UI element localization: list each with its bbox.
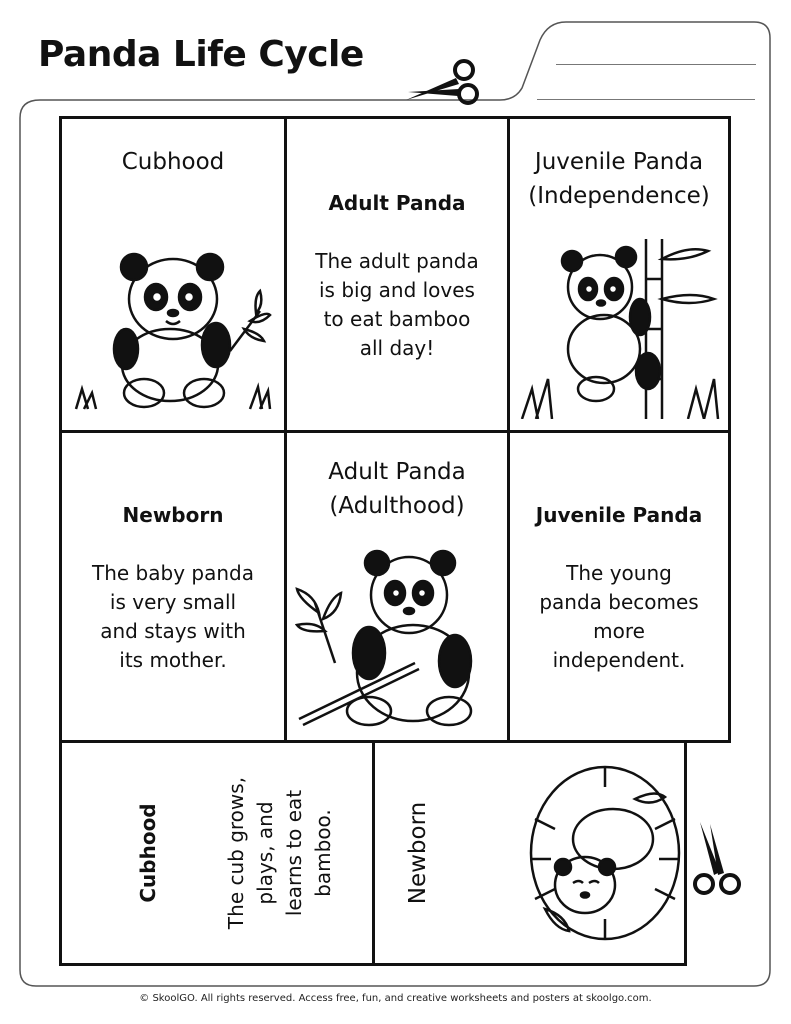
adult-panda-card-title: Adult Panda [328,191,466,215]
name-line-1 [556,64,756,65]
newborn-card-title: Newborn [122,503,224,527]
cell-adult-picture [287,433,507,740]
juvenile-card-title: Juvenile Panda [535,503,703,527]
copyright-footer: © SkoolGO. All rights reserved. Access free, fun, and creative worksheets and posters at skoolgo.com. [139,993,652,1004]
juvenile-heading: Juvenile Panda (Independence) [528,149,710,209]
cell-juvenile-picture [510,119,728,430]
card-juvenile-panda [510,433,728,740]
page-title: Panda Life Cycle [38,34,364,75]
scissors-icon [688,820,750,900]
newborn-panda-nest-illustration [525,759,685,947]
card-newborn [62,433,284,740]
newborn-card-text: The baby panda is very small and stays with its mother. [92,561,254,672]
juvenile-card-text: The young panda becomes more independent. [539,561,699,672]
cell-newborn-picture [375,743,684,963]
card-cubhood-rotated [62,743,372,963]
cubhood-rotated-title: Cubhood [136,803,160,903]
adult-heading: Adult Panda (Adulthood) [328,459,466,519]
panda-cub-bamboo-illustration [70,241,276,413]
card-adult-panda [287,119,507,430]
adult-panda-card-text: The adult panda is big and loves to eat bamboo all day! [315,249,479,360]
adult-panda-eating-illustration [295,543,501,733]
cubhood-heading: Cubhood [121,149,225,175]
cubhood-rotated-text: The cub grows, plays, and learns to eat bamboo. [224,776,335,930]
bottom-cut-out-row [59,740,687,966]
cut-out-grid [59,116,731,743]
scissors-icon [404,56,486,108]
newborn-rotated-heading: Newborn [405,801,431,905]
cell-cubhood-picture [62,119,284,430]
panda-climbing-bamboo-illustration [518,239,722,419]
name-line-2 [537,99,755,100]
